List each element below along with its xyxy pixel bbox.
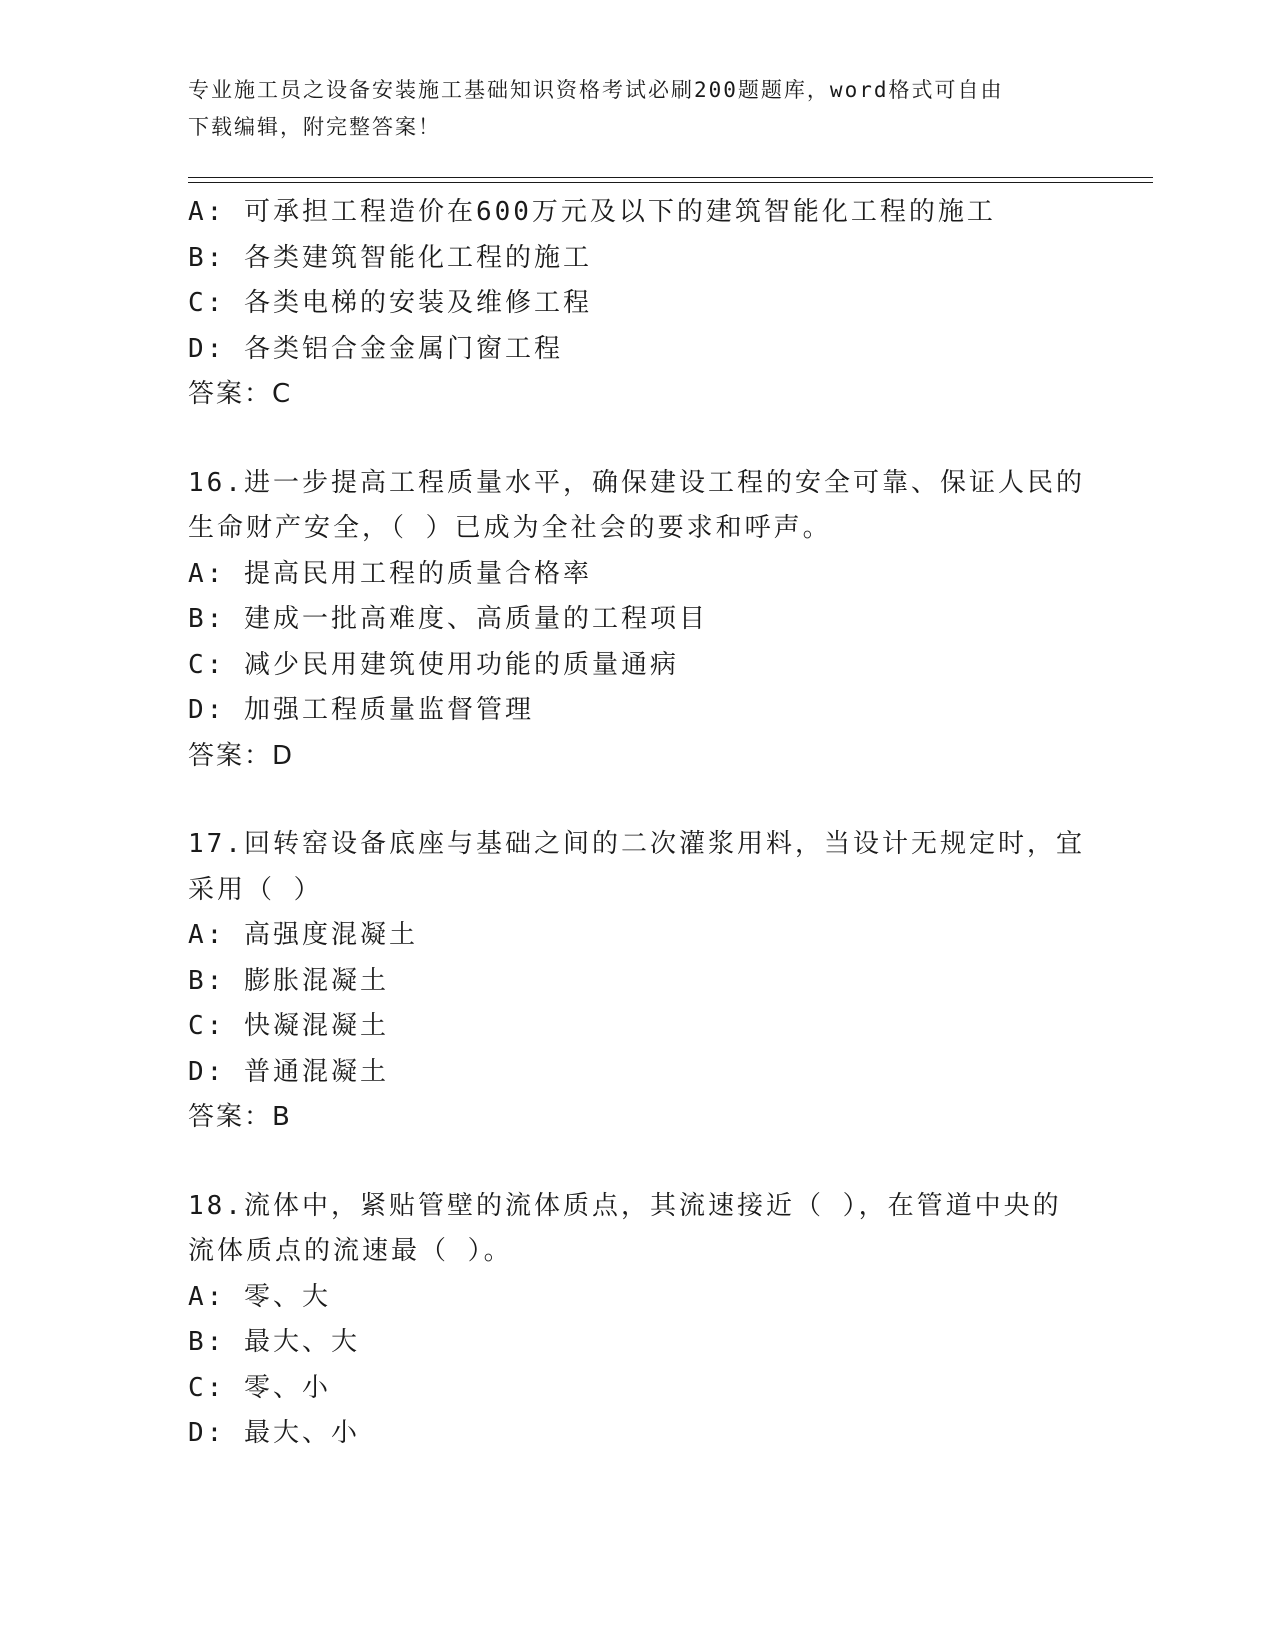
document-header (188, 72, 1068, 146)
spacer (188, 779, 1088, 822)
answer-line: 答案：B (188, 1102, 292, 1132)
option-a: A: 提高民用工程的质量合格率 (188, 558, 592, 589)
option-d: D: 加强工程质量监督管理 (188, 695, 534, 725)
option-b: B: 膨胀混凝土 (188, 965, 389, 996)
question-text-line-2: 流体质点的流速最（ ）。 (188, 1236, 513, 1266)
option-b: B: 各类建筑智能化工程的施工 (188, 242, 592, 273)
question-text-line-1: 18.流体中，紧贴管壁的流体质点，其流速接近（ ），在管道中央的 (188, 1190, 1062, 1221)
option-c: C: 零、小 (188, 1372, 331, 1403)
option-a: A: 零、大 (188, 1281, 331, 1312)
spacer (188, 1141, 1088, 1184)
option-a: A: 可承担工程造价在600万元及以下的建筑智能化工程的施工 (188, 197, 996, 227)
header-divider-top (188, 177, 1153, 178)
header-line-1: 专业施工员之设备安装施工基础知识资格考试必刷200题题库，word格式可自由 (188, 78, 1004, 102)
question-15 (188, 190, 1088, 418)
option-c: C: 各类电梯的安装及维修工程 (188, 288, 592, 318)
question-18 (188, 1184, 1088, 1457)
option-d: D: 普通混凝土 (188, 1056, 389, 1087)
header-line-2: 下载编辑，附完整答案！ (188, 115, 441, 139)
option-d: D: 各类铝合金金属门窗工程 (188, 333, 563, 364)
option-b: B: 最大、大 (188, 1327, 360, 1357)
option-d: D: 最大、小 (188, 1418, 360, 1448)
answer-line: 答案：D (188, 740, 295, 771)
question-17 (188, 822, 1088, 1141)
question-list (188, 190, 1088, 1457)
option-b: B: 建成一批高难度、高质量的工程项目 (188, 604, 708, 634)
option-a: A: 高强度混凝土 (188, 920, 418, 950)
question-16 (188, 461, 1088, 780)
answer-line: 答案：C (188, 379, 293, 409)
question-text-line-2: 采用（ ） (188, 874, 323, 905)
spacer (188, 418, 1088, 461)
header-divider-bottom (188, 182, 1153, 183)
question-text-line-2: 生命财产安全，（ ）已成为全社会的要求和呼声。 (188, 513, 832, 543)
option-c: C: 减少民用建筑使用功能的质量通病 (188, 649, 679, 680)
question-text-line-1: 17.回转窑设备底座与基础之间的二次灌浆用料，当设计无规定时，宜 (188, 829, 1085, 859)
option-c: C: 快凝混凝土 (188, 1011, 389, 1041)
question-text-line-1: 16.进一步提高工程质量水平，确保建设工程的安全可靠、保证人民的 (188, 467, 1085, 498)
